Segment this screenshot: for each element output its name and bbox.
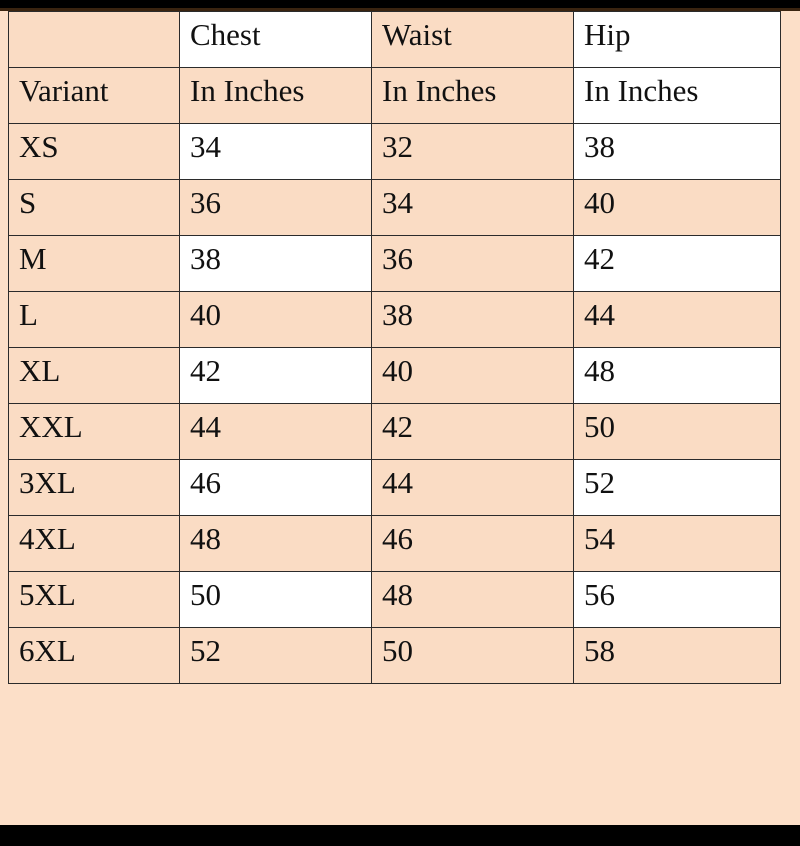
subheader-cell-hip-unit: In Inches (574, 68, 781, 124)
cell-chest: 34 (180, 124, 372, 180)
header-cell-waist: Waist (372, 12, 574, 68)
cell-hip: 58 (574, 628, 781, 684)
cell-waist: 42 (372, 404, 574, 460)
cell-chest: 38 (180, 236, 372, 292)
cell-variant: M (9, 236, 180, 292)
cell-chest: 52 (180, 628, 372, 684)
header-cell-chest: Chest (180, 12, 372, 68)
cell-waist: 32 (372, 124, 574, 180)
cell-variant: L (9, 292, 180, 348)
cell-hip: 48 (574, 348, 781, 404)
cell-hip: 56 (574, 572, 781, 628)
cell-chest: 42 (180, 348, 372, 404)
cell-variant: XL (9, 348, 180, 404)
table-row (9, 236, 781, 292)
subheader-cell-chest-unit: In Inches (180, 68, 372, 124)
cell-hip: 50 (574, 404, 781, 460)
table-row (9, 404, 781, 460)
cell-variant: XXL (9, 404, 180, 460)
cell-chest: 40 (180, 292, 372, 348)
table-row (9, 460, 781, 516)
cell-waist: 48 (372, 572, 574, 628)
cell-variant: XS (9, 124, 180, 180)
cell-chest: 50 (180, 572, 372, 628)
cell-waist: 34 (372, 180, 574, 236)
cell-chest: 36 (180, 180, 372, 236)
cell-hip: 52 (574, 460, 781, 516)
cell-chest: 48 (180, 516, 372, 572)
table-row (9, 348, 781, 404)
table-row (9, 180, 781, 236)
header-cell-blank (9, 12, 180, 68)
subheader-cell-waist-unit: In Inches (372, 68, 574, 124)
cell-waist: 46 (372, 516, 574, 572)
cell-waist: 38 (372, 292, 574, 348)
cell-waist: 36 (372, 236, 574, 292)
table-row (9, 572, 781, 628)
cell-hip: 42 (574, 236, 781, 292)
cell-waist: 40 (372, 348, 574, 404)
table-row (9, 516, 781, 572)
table-subheader-row (9, 68, 781, 124)
subheader-cell-variant: Variant (9, 68, 180, 124)
header-cell-hip: Hip (574, 12, 781, 68)
cell-hip: 38 (574, 124, 781, 180)
table-row (9, 628, 781, 684)
cell-variant: S (9, 180, 180, 236)
size-chart-sheet (0, 8, 800, 828)
cell-variant: 4XL (9, 516, 180, 572)
cell-chest: 46 (180, 460, 372, 516)
cell-waist: 44 (372, 460, 574, 516)
cell-variant: 6XL (9, 628, 180, 684)
cell-variant: 3XL (9, 460, 180, 516)
cell-variant: 5XL (9, 572, 180, 628)
cell-waist: 50 (372, 628, 574, 684)
cell-hip: 44 (574, 292, 781, 348)
cell-chest: 44 (180, 404, 372, 460)
cell-hip: 54 (574, 516, 781, 572)
cell-hip: 40 (574, 180, 781, 236)
size-chart-table (8, 11, 781, 684)
table-header-row (9, 12, 781, 68)
table-row (9, 124, 781, 180)
table-row (9, 292, 781, 348)
